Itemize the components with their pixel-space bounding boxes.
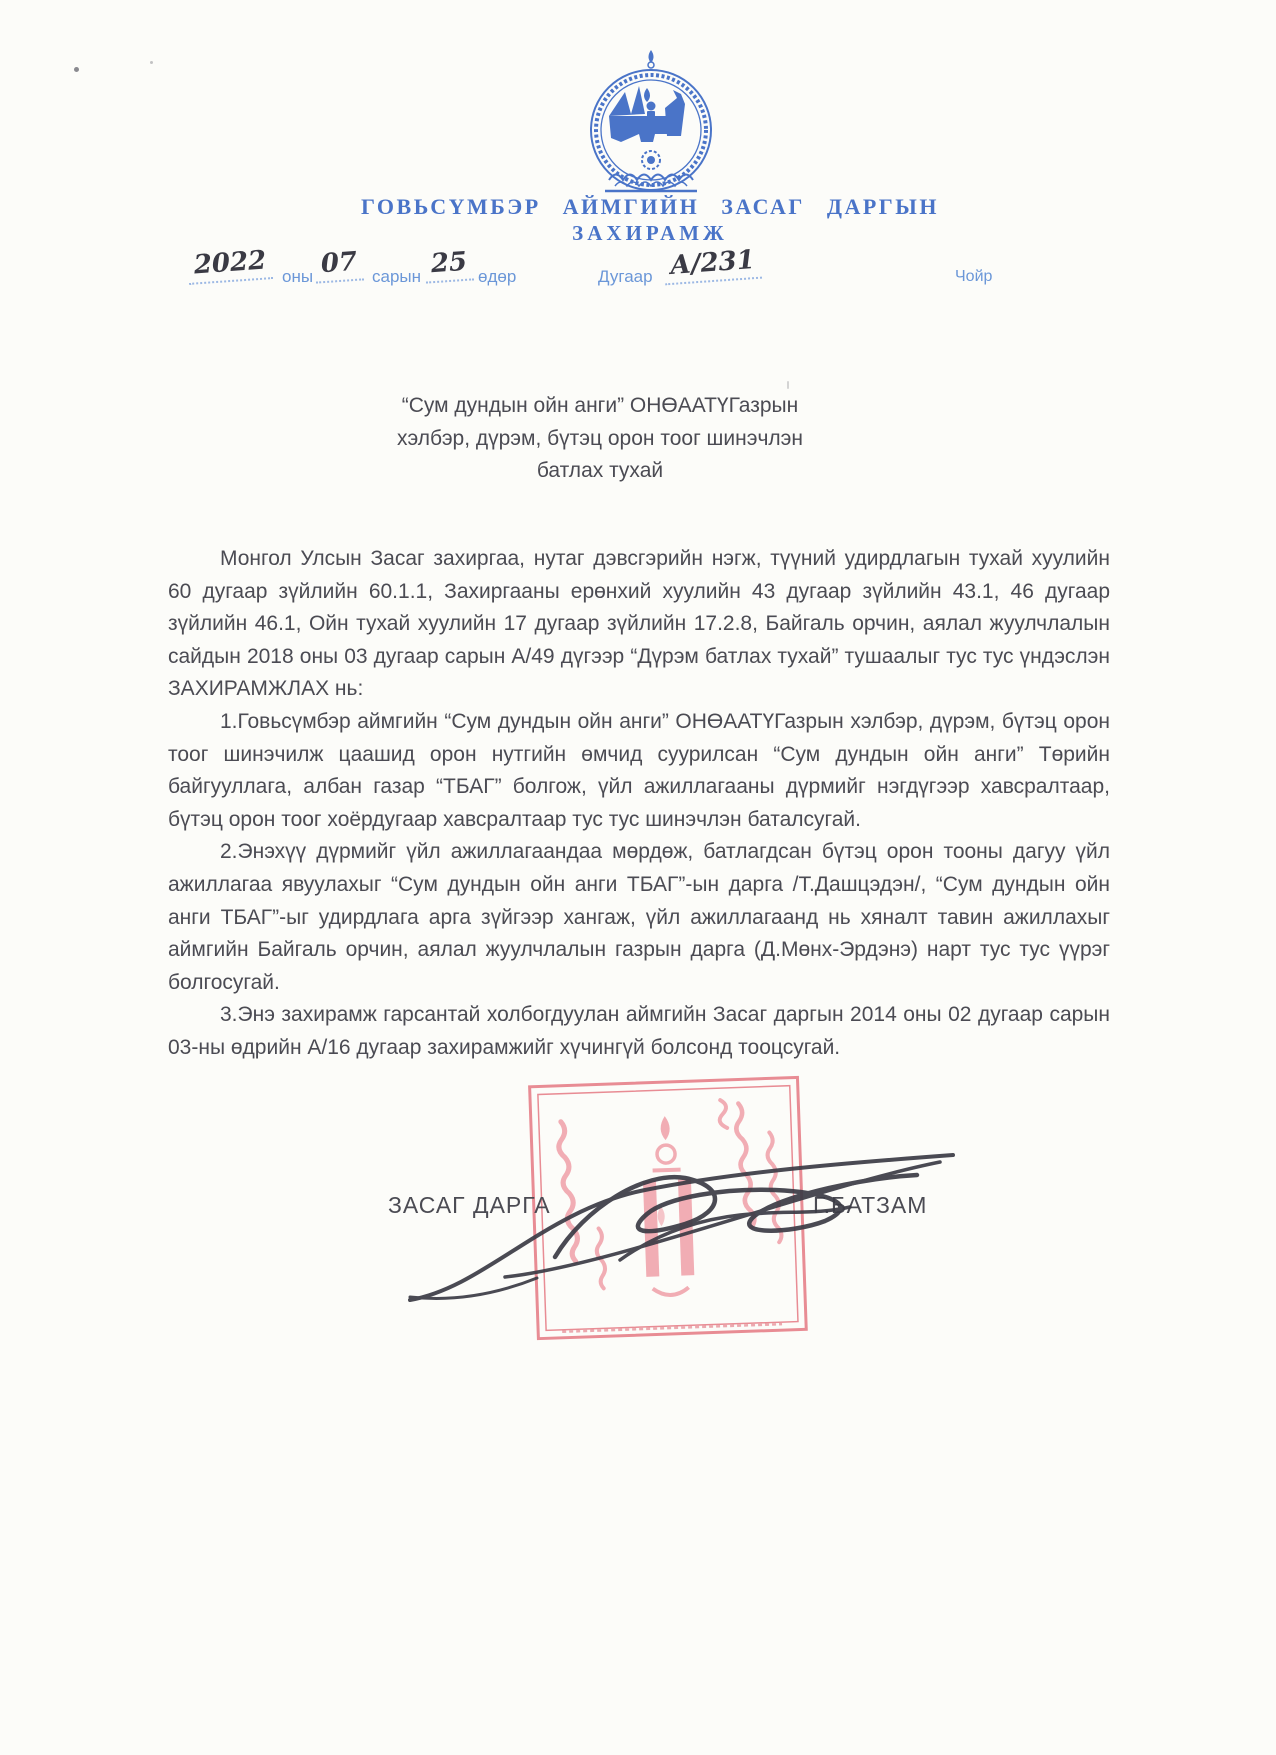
scan-speck — [150, 61, 153, 64]
month-value-handwritten: 07 — [314, 246, 364, 283]
doc-title-line1: “Сум дундын ойн анги” ОНӨААТҮГазрын — [401, 394, 799, 417]
decree-clause-1: 1.Говьсүмбэр аймгийн “Сум дундын ойн анги” ОНӨААТҮГазрын хэлбэр, дүрэм, бүтэц орон тоог шинэчилж цаашид орон нутгийн өмчид суурилсан “Сум дундын ойн анги” Төрийн байгууллага, албан газар “ТБАГ” болгож, үйл ажиллагааны дүрмийг нэгдүгээр хавсралтаар, бүтэц орон тоог хоёрдугаар хавсралтаар тус тус шинэчлэн баталсугай. — [168, 709, 1110, 831]
decree-clause-3: 3.Энэ захирамж гарсантай холбогдуулан аймгийн Засаг даргын 2014 оны 02 дугаар сарын 03-ны өдрийн А/16 дугаар захирамжийг хүчингүй болсонд тооцсугай. — [168, 1003, 1110, 1059]
signature-name: Г.БАТЗАМ — [813, 1192, 928, 1218]
scan-speck — [787, 381, 789, 389]
doc-number-label: Дугаар — [598, 267, 653, 286]
org-name: ГОВЬСҮМБЭР АЙМГИЙН ЗАСАГ ДАРГЫН — [360, 194, 940, 219]
decree-preamble: Монгол Улсын Засаг захиргаа, нутаг дэвсгэрийн нэгж, түүний удирдлагын тухай хуулийн 60 дугаар зүйлийн 60.1.1, Захиргааны ерөнхий хуулийн 43 дугаар зүйлийн 43.1, 46 дугаар зүйлийн 46.1, Ойн тухай хуулийн 17 дугаар зүйлийн 17.2.8, Байгаль орчин, аялал жуулчлалын сайдын 2018 оны 03 дугаар сарын А/49 дүгээр “Дүрэм батлах тухай” тушаалыг тус тус үндэслэн ЗАХИРАМЖЛАХ нь: — [168, 547, 1110, 701]
doc-number-value-handwritten: А/231 — [663, 245, 762, 286]
decree-body — [168, 543, 1110, 1065]
doc-type-title: ЗАХИРАМЖ — [572, 221, 728, 245]
year-label: оны — [282, 267, 314, 286]
decree-clause-2: 2.Энэхүү дүрмийг үйл ажиллагаандаа мөрдөж, батлагдсан бүтэц орон тооны дагуу үйл ажиллагаа явуулахыг “Сум дундын ойн анги ТБАГ”-ын дарга /Т.Дашцэдэн/, “Сум дундын ойн анги ТБАГ”-ыг удирдлага арга зүйгээр хангаж, үйл ажиллагаанд нь хяналт тавин ажиллахыг аймгийн Байгаль орчин, аялал жуулчлалын газрын дарга (Д.Мөнх-Эрдэнэ) нарт тус тус үүрэг болгосугай. — [168, 840, 1110, 994]
year-value-handwritten: 2022 — [187, 245, 274, 285]
doc-title-line2: хэлбэр, дүрэм, бүтэц орон тоог шинэчлэн — [397, 426, 803, 450]
mongolia-state-emblem-icon — [575, 44, 725, 194]
doc-title-line3: батлах тухай — [536, 459, 664, 482]
doc-title — [340, 390, 860, 488]
scan-speck — [74, 67, 79, 72]
signature-ink-icon — [395, 1115, 975, 1315]
place-name: Чойр — [955, 268, 993, 285]
signature-position-title: ЗАСАГ ДАРГА — [388, 1192, 551, 1218]
month-label: сарын — [372, 267, 422, 286]
day-value-handwritten: 25 — [424, 246, 474, 283]
day-label: өдөр — [478, 267, 517, 286]
